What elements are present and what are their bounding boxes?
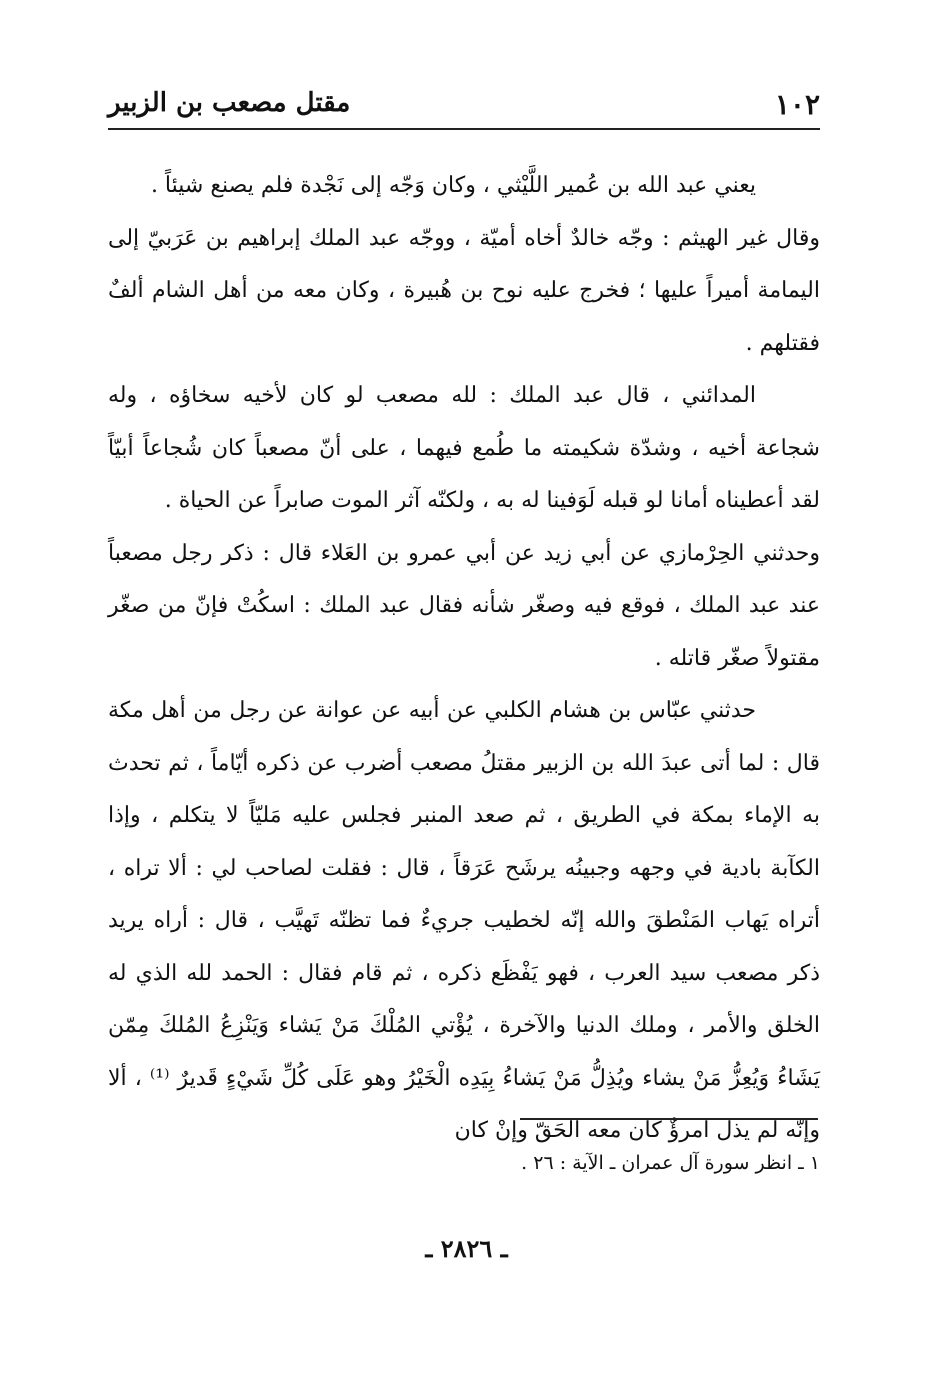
footnote: ١ ـ انظر سورة آل عمران ـ الآية : ٢٦ . (521, 1152, 820, 1174)
paragraph: وقال غير الهيثم : وجّه خالدٌ أخاه أميّة ، ووجّه عبد الملك إبراهيم بن عَرَبيّ إلى اليمامة أميراً عليها ؛ فخرج عليه نوح بن هُبيرة ، وكان معه من أهل الشام ألفٌ فقتلهم . (108, 225, 820, 356)
page-footer-number: ـ ٢٨٢٦ ـ (425, 1234, 508, 1263)
paragraph: وحدثني الحِرْمازي عن أبي زيد عن أبي عمرو بن العَلاء قال : ذكر رجل مصعباً عند عبد الملك ، فوقع فيه وصغّر شأنه فقال عبد الملك : اسكُتْ فإنّ من صغّر مقتولاً صغّر قاتله . (108, 540, 820, 671)
body-text (108, 160, 820, 1158)
paragraph: يعني عبد الله بن عُمير اللَّيْثي ، وكان وَجّه إلى نَجْدة فلم يصنع شيئاً . (150, 173, 756, 198)
chapter-title: مقتل مصعب بن الزبير (108, 88, 351, 118)
paragraph: المدائني ، قال عبد الملك : لله مصعب لو كان لأخيه سخاؤه ، وله شجاعة أخيه ، وشدّة شكيمته ما طُمع فيهما ، على أنّ مصعباً كان شُجاعاً أبيّاً لقد أعطيناه أمانا لو قبله لَوَفينا له به ، ولكنّه آثر الموت صابراً عن الحياة . (108, 383, 820, 513)
header-rule (108, 128, 820, 130)
page-header (108, 84, 820, 128)
paragraph: حدثني عبّاس بن هشام الكلبي عن أبيه عن عوانة عن رجل من أهل مكة قال : لما أتى عبدَ الله بن الزبير مقتلُ مصعب أضرب عن ذكره أيّاماً ، ثم تحدث به الإماء بمكة في الطريق ، ثم صعد المنبر فجلس عليه مَليّاً لا يتكلم ، وإذا الكآبة بادية في وجهه وجبينُه يرشَح عَرَقاً ، قال : فقلت لصاحب لي : ألا تراه ، أتراه يَهاب المَنْطقَ والله إنّه لخطيب جريءٌ فما تظنّه تَهيَّب ، قال : أراه يريد ذكر مصعب سيد العرب ، فهو يَفْظَع ذكره ، ثم قام فقال : الحمد لله الذي له الخلق والأمر ، وملك الدنيا والآخرة ، يُؤْتي المُلْكَ مَنْ يَشاء وَيَنْزِعُ المُلكَ مِمّن يَشَاءُ وَيُعِزُّ مَنْ يشاء ويُذِلُّ مَنْ يَشاءُ بِيَدِه الْخَيْرُ وهو عَلَى كُلِّ شَيْءٍ قَديرٌ ⁽¹⁾ ، ألا وإنّه لم يذل امرؤٌ كان معه الحَقّ وإنْ كان (108, 698, 820, 1143)
footnote-rule (520, 1118, 818, 1120)
page-number: ١٠٢ (774, 88, 820, 121)
